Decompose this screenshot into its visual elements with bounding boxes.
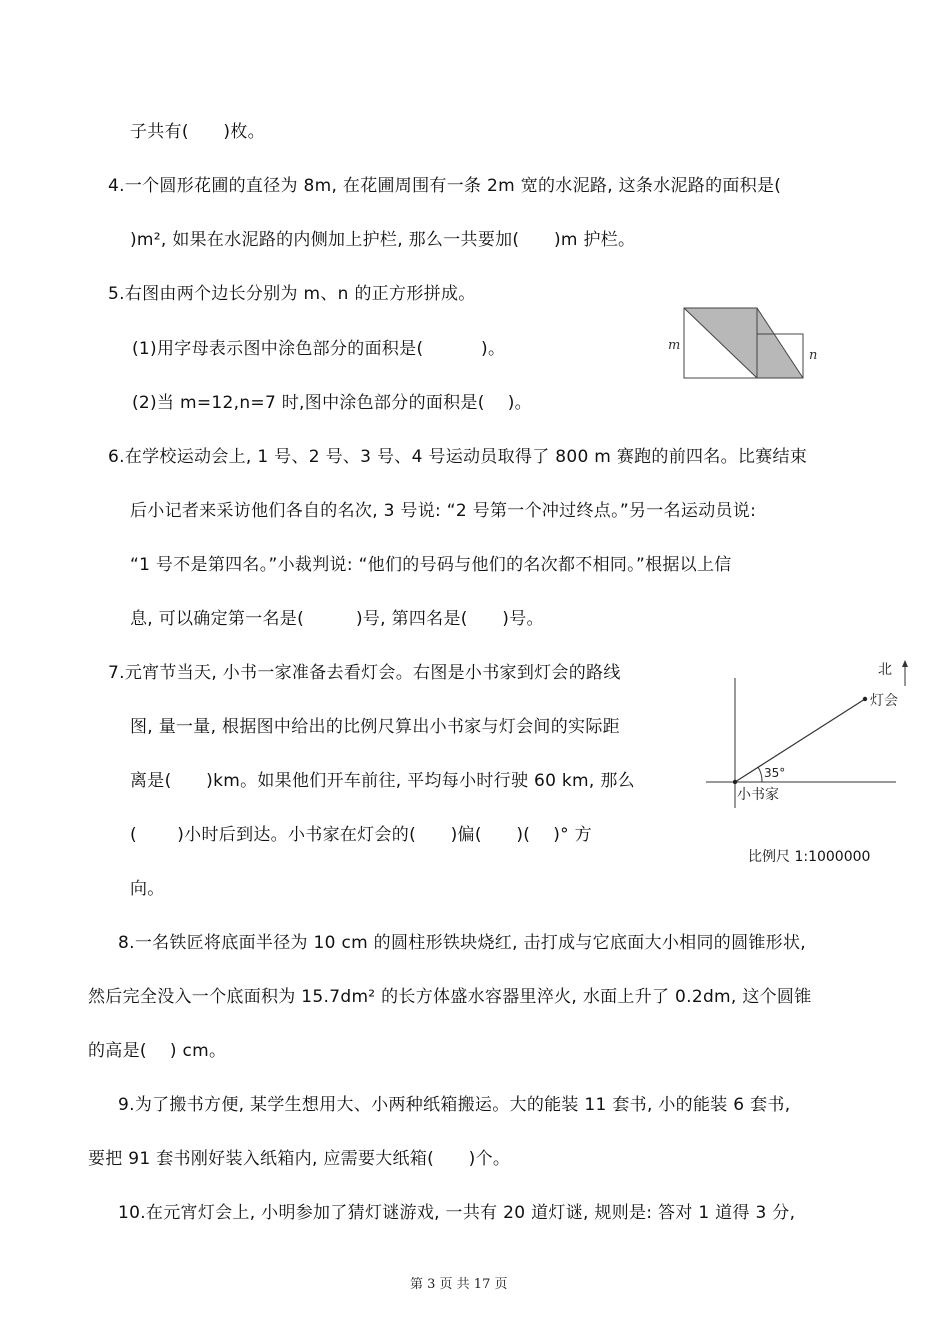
question-6-line-3: “1 号不是第四名。”小裁判说: “他们的号码与他们的名次都不相同。”根据以上信 <box>130 555 732 575</box>
north-label: 北 <box>878 662 892 678</box>
page-footer: 第 3 页 共 17 页 <box>410 1277 508 1292</box>
origin-label: 小书家 <box>737 787 779 803</box>
question-4-line-1: 4.一个圆形花圃的直径为 8m, 在花圃周围有一条 2m 宽的水泥路, 这条水泥路的面积是( <box>108 176 782 196</box>
question-6-line-2: 后小记者来采访他们各自的名次, 3 号说: “2 号第一个冲过终点。”另一名运动员说: <box>130 501 757 521</box>
question-9-line-2: 要把 91 套书刚好装入纸箱内, 应需要大纸箱( )个。 <box>88 1149 511 1169</box>
shaded-region <box>684 308 803 378</box>
question-7-line-3: 离是( )km。如果他们开车前往, 平均每小时行驶 60 km, 那么 <box>130 771 635 791</box>
text-line-1: 子共有( )枚。 <box>130 122 265 142</box>
route-map-figure <box>700 656 910 816</box>
question-7-line-5: 向。 <box>130 879 165 899</box>
destination-label: 灯会 <box>870 693 898 709</box>
two-squares-figure <box>662 305 822 385</box>
question-7-line-2: 图, 量一量, 根据图中给出的比例尺算出小书家与灯会间的实际距 <box>130 717 620 737</box>
north-arrow-head <box>902 660 908 667</box>
question-6-line-1: 6.在学校运动会上, 1 号、2 号、3 号、4 号运动员取得了 800 m 赛跑的前四名。比赛结束 <box>108 447 808 467</box>
angle-label: 35° <box>764 766 786 780</box>
question-8-line-3: 的高是( ) cm。 <box>88 1041 227 1061</box>
question-7-line-4: ( )小时后到达。小书家在灯会的( )偏( )( )° 方 <box>130 825 592 845</box>
origin-point <box>733 780 737 784</box>
question-8-line-2: 然后完全没入一个底面积为 15.7dm² 的长方体盛水容器里淬火, 水面上升了 0.2dm, 这个圆锥 <box>88 987 812 1007</box>
question-7-line-1: 7.元宵节当天, 小书一家准备去看灯会。右图是小书家到灯会的路线 <box>108 663 621 683</box>
question-9-line-1: 9.为了搬书方便, 某学生想用大、小两种纸箱搬运。大的能装 11 套书, 小的能装 6 套书, <box>118 1095 791 1115</box>
destination-point <box>863 697 867 701</box>
question-5-part-1: (1)用字母表示图中涂色部分的面积是( )。 <box>132 339 506 359</box>
question-4-line-2: )m², 如果在水泥路的内侧加上护栏, 那么一共要加( )m 护栏。 <box>130 230 636 250</box>
question-8-line-1: 8.一名铁匠将底面半径为 10 cm 的圆柱形铁块烧红, 击打成与它底面大小相同的圆锥形状, <box>118 933 806 953</box>
question-6-line-4: 息, 可以确定第一名是( )号, 第四名是( )号。 <box>130 609 544 629</box>
route-line <box>735 699 865 782</box>
question-5-part-2: (2)当 m=12,n=7 时,图中涂色部分的面积是( )。 <box>132 393 532 413</box>
scale-label: 比例尺 1:1000000 <box>748 849 871 865</box>
question-5-title: 5.右图由两个边长分别为 m、n 的正方形拼成。 <box>108 284 476 304</box>
label-n: n <box>809 348 818 363</box>
label-m: m <box>668 338 681 353</box>
question-10-line-1: 10.在元宵灯会上, 小明参加了猜灯谜游戏, 一共有 20 道灯谜, 规则是: 答对 1 道得 3 分, <box>118 1203 796 1223</box>
angle-arc <box>758 767 762 782</box>
